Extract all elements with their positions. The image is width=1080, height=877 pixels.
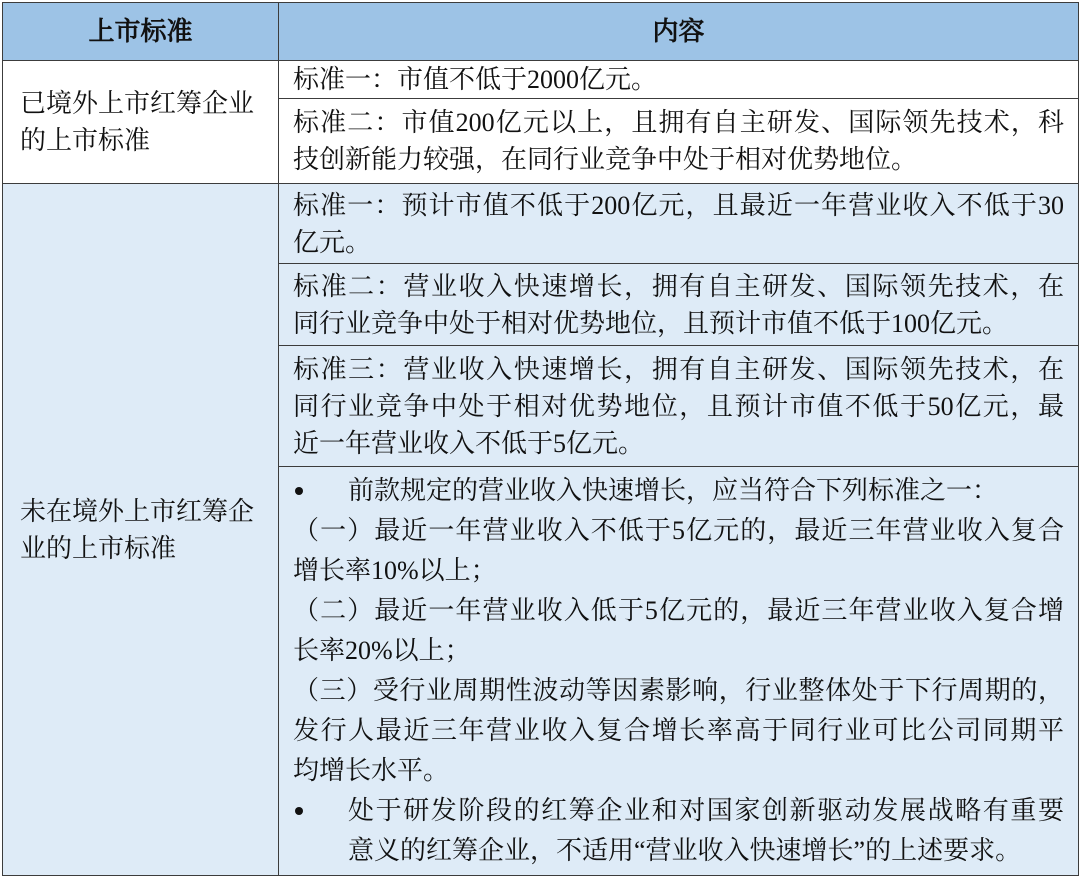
notes-text-line: 长率20%以上； <box>293 636 471 665</box>
standard-cell-g2-1 <box>278 183 1079 264</box>
bullet-text <box>348 791 1064 871</box>
sub-item-3 <box>293 671 1064 791</box>
notes-text-line: 处于研发阶段的红筹企业和对国家创新驱动发展战略有重要 <box>348 796 1064 825</box>
notes-cell <box>278 466 1079 876</box>
bullet-marker <box>293 471 348 511</box>
notes-text-line: （二）最近一年营业收入低于5亿元的，最近三年营业收入复合增 <box>293 596 1064 625</box>
notes-text-line: 前款规定的营业收入快速增长，应当符合下列标准之一： <box>348 476 999 505</box>
standard-text-line: 亿元。 <box>293 227 372 257</box>
notes-text-line: （一）最近一年营业收入不低于5亿元的，最近三年营业收入复合 <box>293 516 1064 545</box>
notes-text-line: （三）受行业周期性波动等因素影响，行业整体处于下行周期的， <box>293 676 1064 705</box>
standard-text-line: 标准二：营业收入快速增长，拥有自主研发、国际领先技术，在 <box>293 271 1064 301</box>
standard-text-line: 同行业竞争中处于相对优势地位，且预计市值不低于50亿元，最 <box>293 391 1064 421</box>
header-cell-criteria <box>2 2 279 61</box>
sub-item-2 <box>293 591 1064 671</box>
standard-text-line: 标准一：预计市值不低于200亿元，且最近一年营业收入不低于30 <box>293 190 1064 220</box>
sub-item-1 <box>293 511 1064 591</box>
notes-text-line: 发行人最近三年营业收入复合增长率高于同行业可比公司同期平 <box>293 716 1064 745</box>
standard-text-line: 技创新能力较强，在同行业竞争中处于相对优势地位。 <box>293 145 918 174</box>
bullet-text <box>348 471 1064 511</box>
standard-cell-g1-1 <box>278 60 1079 99</box>
group-label-cell-overseas-listed <box>2 60 279 184</box>
group-label-not-overseas-listed: 未在境外上市红筹企业的上市标准 <box>20 496 255 563</box>
bullet-icon <box>295 807 303 815</box>
standard-cell-g2-3 <box>278 345 1079 467</box>
standard-cell-g2-2 <box>278 263 1079 346</box>
standard-text-line: 标准一：市值不低于2000亿元。 <box>293 65 658 94</box>
bullet-marker <box>293 791 348 871</box>
bullet-item-exemption <box>293 791 1064 871</box>
standard-text-line: 近一年营业收入不低于5亿元。 <box>293 428 645 458</box>
bullet-icon <box>295 487 303 495</box>
group-label-overseas-listed: 已境外上市红筹企业的上市标准 <box>20 89 255 155</box>
standard-text-line: 标准三：营业收入快速增长，拥有自主研发、国际领先技术，在 <box>293 354 1064 384</box>
standard-text-line: 标准二：市值200亿元以上，且拥有自主研发、国际领先技术，科 <box>293 108 1064 137</box>
column-header-content: 内容 <box>652 16 705 46</box>
notes-text-line: 增长率10%以上； <box>293 556 497 585</box>
notes-text-line: 均增长水平。 <box>293 756 450 785</box>
header-cell-content <box>278 2 1079 61</box>
notes-text-line: 意义的红筹企业，不适用“营业收入快速增长”的上述要求。 <box>348 836 1022 865</box>
column-header-criteria: 上市标准 <box>88 16 193 46</box>
standard-text-line: 同行业竞争中处于相对优势地位，且预计市值不低于100亿元。 <box>293 308 1009 338</box>
standard-cell-g1-2 <box>278 98 1079 184</box>
bullet-item-growth-rule <box>293 471 1064 511</box>
group-label-cell-not-overseas-listed <box>2 183 279 876</box>
